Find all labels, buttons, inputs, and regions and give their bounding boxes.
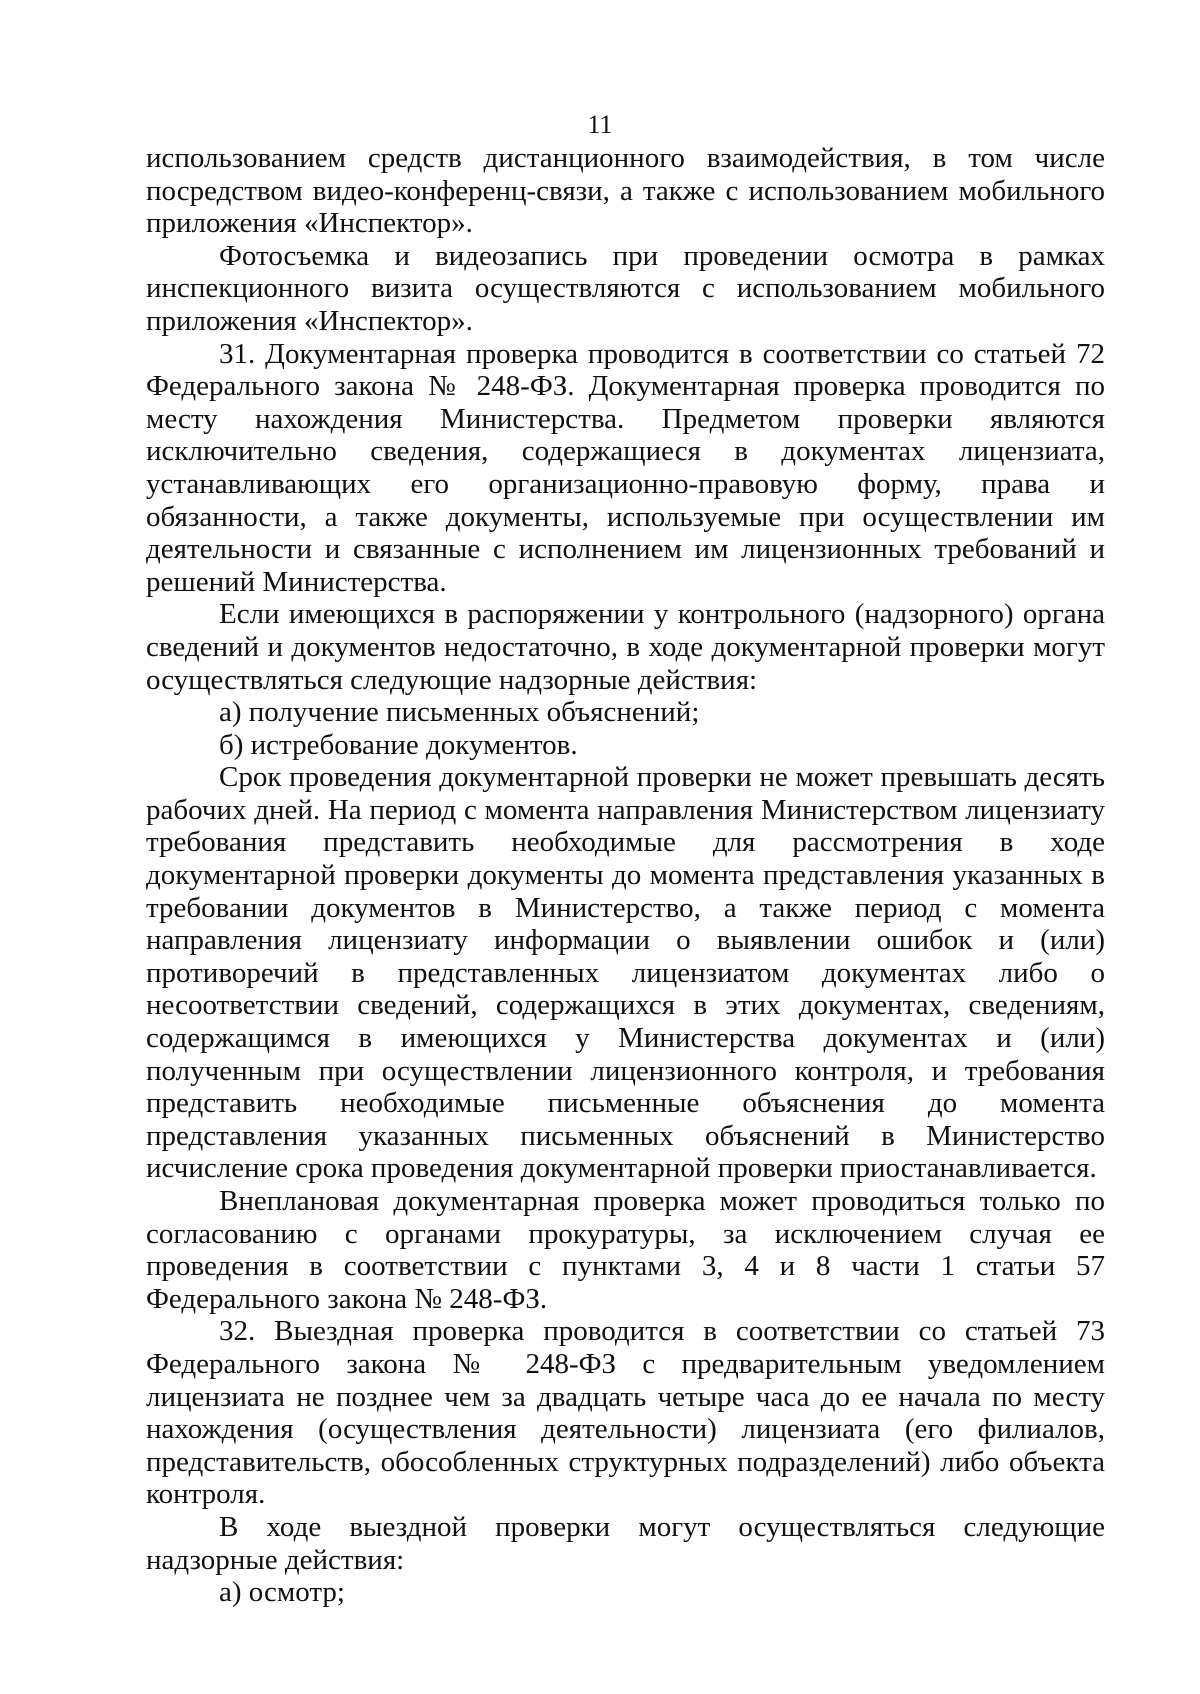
document-body xyxy=(146,142,1105,1609)
paragraph: использованием средств дистанционного взаимодействия, в том числе посредством видео-конференц-связи, а также с использованием мобильного приложения «Инспектор». xyxy=(146,142,1105,240)
paragraph: Фотосъемка и видеозапись при проведении осмотра в рамках инспекционного визита осуществляются с использованием мобильного приложения «Инспектор». xyxy=(146,239,1105,337)
paragraph: Внеплановая документарная проверка может проводиться только по согласованию с органами прокуратуры, за исключением случая ее проведения в соответствии с пунктами 3, 4 и 8 части 1 статьи 57 Федерального закона № 248-ФЗ. xyxy=(146,1185,1105,1315)
list-item: б) истребование документов. xyxy=(219,728,578,761)
paragraph-section-32: 32. Выездная проверка проводится в соответствии со статьей 73 Федерального закона № 248-ФЗ с предварительным уведомлением лицензиата не позднее чем за двадцать четыре часа до ее начала по месту нахождения (осуществления деятельности) лицензиата (его филиалов, представительств, обособленных структурных подразделений) либо объекта контроля. xyxy=(146,1315,1105,1511)
list-item: а) получение письменных объяснений; xyxy=(219,696,700,729)
paragraph: Срок проведения документарной проверки не может превышать десять рабочих дней. На период с момента направления Министерством лицензиату требования представить необходимые для рассмотрения в ходе документарной проверки документы до момента представления указанных в требовании документов в Министерство, а также период с момента направления лицензиату информации о выявлении ошибок и (или) противоречий в представленных лицензиатом документах либо о несоответствии сведений, содержащихся в этих документах, сведениям, содержащимся в имеющихся у Министерства документах и (или) полученным при осуществлении лицензионного контроля, и требования представить необходимые письменные объяснения до момента представления указанных письменных объяснений в Министерство исчисление срока проведения документарной проверки приостанавливается. xyxy=(146,761,1105,1185)
list-item: а) осмотр; xyxy=(219,1576,345,1609)
paragraph-section-31: 31. Документарная проверка проводится в соответствии со статьей 72 Федерального закона № 248-ФЗ. Документарная проверка проводится по месту нахождения Министерства. Предметом проверки являются исключительно сведения, содержащиеся в документах лицензиата, устанавливающих его организационно-правовую форму, права и обязанности, а также документы, используемые при осуществлении им деятельности и связанные с исполнением им лицензионных требований и решений Министерства. xyxy=(146,337,1105,598)
page-number: 11 xyxy=(587,110,613,139)
paragraph: Если имеющихся в распоряжении у контрольного (надзорного) органа сведений и документов недостаточно, в ходе документарной проверки могут осуществляться следующие надзорные действия: xyxy=(146,598,1105,696)
paragraph: В ходе выездной проверки могут осуществляться следующие надзорные действия: xyxy=(146,1510,1105,1576)
